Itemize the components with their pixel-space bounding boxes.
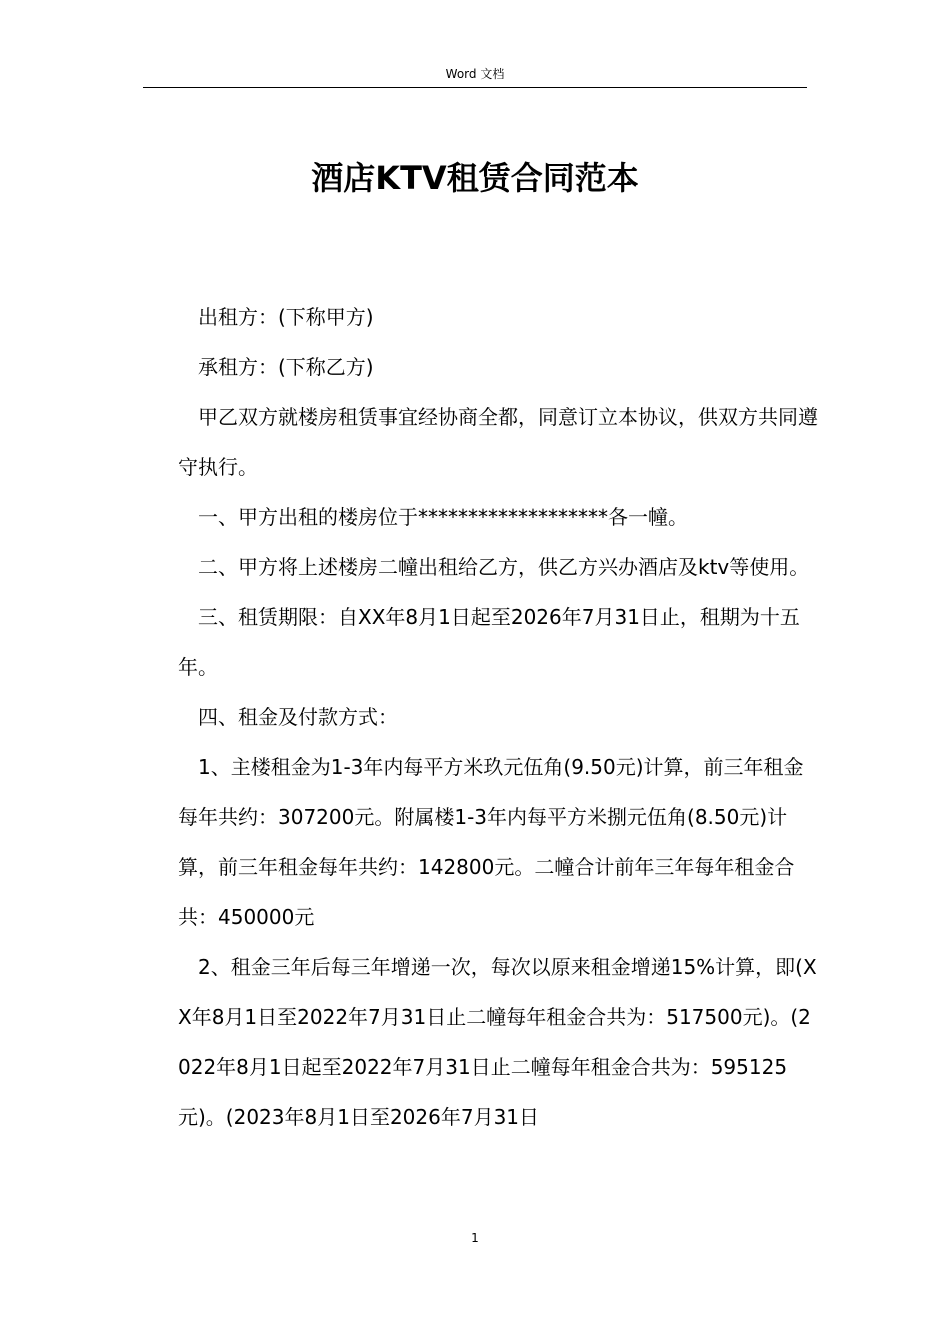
paragraph-clause-1: 一、甲方出租的楼房位于*******************各一幢。 xyxy=(198,505,688,529)
paragraph-clause-4-item-2: 2、租金三年后每三年增递一次，每次以原来租金增递15%计算，即(XX年8月1日至2022年7月31日止二幢每年租金合共为：517500元)。(2022年8月1日起至2022年7月31日止二幢每年租金合共为：595125元)。(2023年8月1日至2026年7月31日 xyxy=(178,955,817,1129)
paragraph-clause-2: 二、甲方将上述楼房二幢出租给乙方，供乙方兴办酒店及ktv等使用。 xyxy=(198,555,810,579)
document-body xyxy=(178,292,818,1142)
paragraph-clause-4: 四、租金及付款方式： xyxy=(198,705,398,729)
paragraph-clause-4-item-1: 1、主楼租金为1-3年内每平方米玖元伍角(9.50元)计算，前三年租金每年共约：307200元。附属楼1-3年内每平方米捌元伍角(8.50元)计算，前三年租金每年共约：142800元。二幢合计前年三年每年租金合共：450000元 xyxy=(178,755,804,929)
document-title: 酒店KTV租赁合同范本 xyxy=(311,159,639,197)
paragraph-lessee: 承租方：(下称乙方) xyxy=(198,355,374,379)
paragraph-preamble: 甲乙双方就楼房租赁事宜经协商全都，同意订立本协议，供双方共同遵守执行。 xyxy=(178,405,818,479)
page-header: Word 文档 xyxy=(445,67,505,81)
paragraph-lessor: 出租方：(下称甲方) xyxy=(198,305,374,329)
header-divider xyxy=(143,87,807,88)
paragraph-clause-3: 三、租赁期限：自XX年8月1日起至2026年7月31日止，租期为十五年。 xyxy=(178,605,800,679)
page-number: 1 xyxy=(471,1231,479,1245)
